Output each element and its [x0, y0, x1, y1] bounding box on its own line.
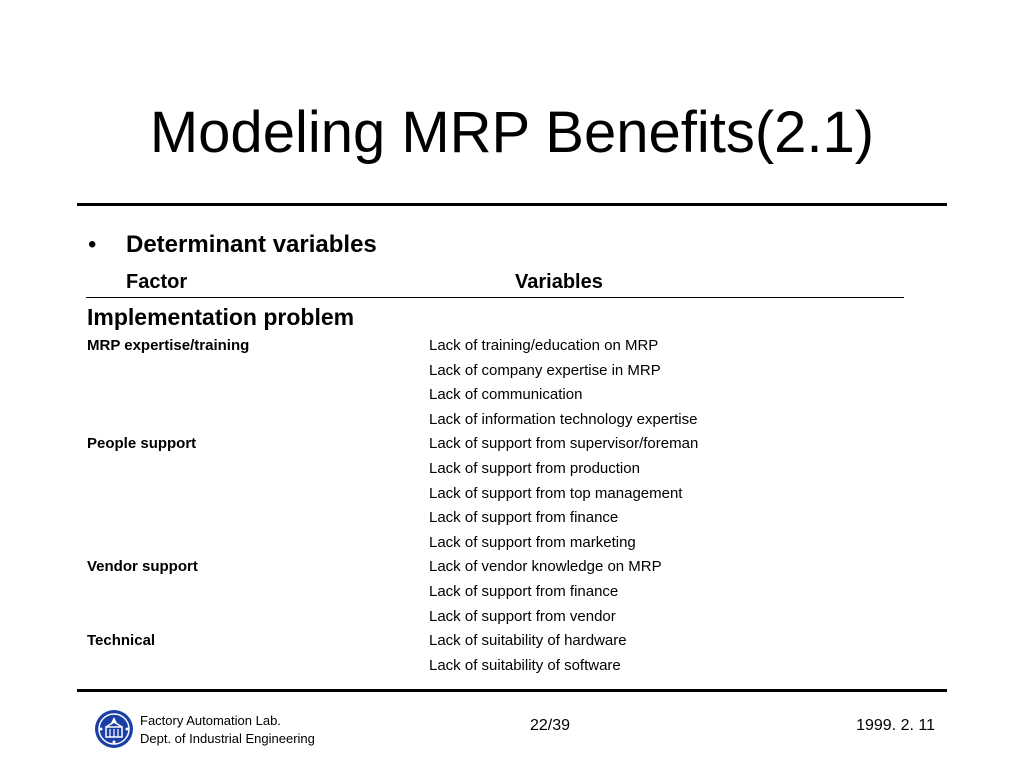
- table-row: [87, 334, 907, 359]
- table-row: [87, 654, 907, 679]
- table-row: [87, 482, 907, 507]
- variable-cell: Lack of support from production: [429, 459, 640, 477]
- section-title: Implementation problem: [87, 304, 355, 330]
- factor-cell: Vendor support: [87, 558, 198, 576]
- column-header-factor: Factor: [126, 271, 188, 293]
- table-row: [87, 629, 907, 654]
- table-row: [87, 506, 907, 531]
- table-row: [87, 555, 907, 580]
- university-emblem-icon: [94, 709, 134, 749]
- factor-cell: People support: [87, 435, 197, 453]
- footer-lab: Factory Automation Lab.: [140, 713, 281, 728]
- table-row: [87, 432, 907, 457]
- determinant-table: [87, 334, 907, 678]
- footer-date: 1999. 2. 11: [856, 717, 935, 734]
- variable-cell: Lack of support from finance: [429, 582, 619, 600]
- variable-cell: Lack of support from top management: [429, 484, 683, 502]
- bullet-marker: •: [88, 231, 97, 258]
- page-number: 22/39: [529, 717, 571, 734]
- table-row: [87, 408, 907, 433]
- footer-divider: [77, 689, 947, 692]
- footer-dept: Dept. of Industrial Engineering: [140, 731, 315, 746]
- variable-cell: Lack of support from finance: [429, 509, 619, 527]
- variable-cell: Lack of training/education on MRP: [429, 337, 659, 354]
- header-divider: [86, 297, 904, 298]
- table-row: [87, 383, 907, 408]
- bullet-text: Determinant variables: [126, 231, 377, 258]
- slide-title: Modeling MRP Benefits(2.1): [149, 100, 875, 165]
- variable-cell: Lack of support from vendor: [429, 607, 616, 625]
- table-row: [87, 359, 907, 384]
- factor-cell: MRP expertise/training: [87, 337, 250, 354]
- variable-cell: Lack of company expertise in MRP: [429, 361, 661, 379]
- variable-cell: Lack of support from marketing: [429, 533, 636, 551]
- variable-cell: Lack of information technology expertise: [429, 410, 698, 428]
- footer-affiliation: [140, 712, 315, 748]
- variable-cell: Lack of support from supervisor/foreman: [429, 435, 699, 453]
- table-row: [87, 580, 907, 605]
- factor-cell: Technical: [87, 632, 156, 650]
- variable-cell: Lack of suitability of software: [429, 656, 621, 674]
- column-header-variables: Variables: [515, 271, 603, 293]
- variable-cell: Lack of communication: [429, 386, 583, 404]
- title-divider: [77, 203, 947, 206]
- variable-cell: Lack of suitability of hardware: [429, 632, 627, 650]
- table-row: [87, 457, 907, 482]
- table-row: [87, 531, 907, 556]
- table-row: [87, 605, 907, 630]
- variable-cell: Lack of vendor knowledge on MRP: [429, 558, 662, 576]
